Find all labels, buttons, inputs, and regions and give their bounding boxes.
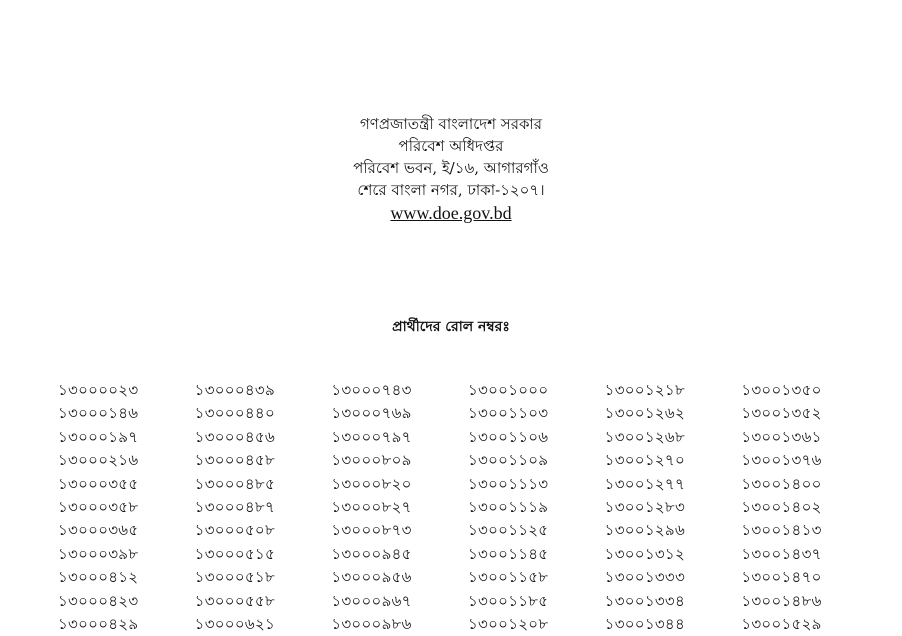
roll-number: ১৩০০০৯৬৭ bbox=[331, 591, 412, 610]
address-line-2: শেরে বাংলা নগর, ঢাকা-১২০৭। bbox=[357, 181, 545, 199]
roll-column-6 bbox=[741, 379, 878, 636]
roll-number: ১৩০০০১৯৭ bbox=[58, 427, 139, 446]
roll-number: ১৩০০১০০০ bbox=[468, 381, 549, 399]
roll-column-5 bbox=[605, 379, 742, 636]
roll-number: ১৩০০০২১৬ bbox=[58, 451, 139, 470]
roll-number: ১৩০০০৪৩৯ bbox=[194, 381, 276, 399]
department-name: পরিবেশ অধিদপ্তর bbox=[398, 137, 504, 155]
website-link[interactable]: www.doe.gov.bd bbox=[390, 203, 512, 223]
roll-number: ১৩০০১৪৩৭ bbox=[741, 544, 822, 563]
roll-number: ১৩০০০৩৫৫ bbox=[58, 474, 139, 493]
roll-column-4 bbox=[468, 379, 605, 636]
address-line-1: পরিবেশ ভবন, ই/১৬, আগারগাঁও bbox=[353, 159, 549, 177]
roll-number: ১৩০০০১৪৬ bbox=[58, 404, 139, 423]
roll-number: ১৩০০১২৭৭ bbox=[604, 474, 686, 493]
roll-number: ১৩০০০৩৬৫ bbox=[58, 521, 139, 540]
roll-number: ১৩০০১২৭০ bbox=[604, 451, 686, 470]
roll-number: ১৩০০১১৮৫ bbox=[468, 591, 549, 610]
roll-number: ১৩০০০০২৩ bbox=[58, 381, 139, 399]
government-name: গণপ্রজাতন্ত্রী বাংলাদেশ সরকার bbox=[359, 115, 543, 133]
roll-number: ১৩০০১৩৬১ bbox=[741, 427, 822, 446]
roll-number: ১৩০০০৫১৫ bbox=[194, 544, 276, 563]
roll-number: ১৩০০১১০৬ bbox=[468, 427, 549, 446]
roll-number: ১৩০০১৪০০ bbox=[741, 474, 822, 493]
roll-number: ১৩০০০৩৯৮ bbox=[58, 544, 139, 563]
roll-number: ১৩০০১৩১২ bbox=[604, 544, 686, 563]
roll-column-3 bbox=[331, 379, 468, 636]
roll-number: ১৩০০১১১৯ bbox=[468, 497, 549, 516]
roll-list-title: প্রার্থীদের রোল নম্বরঃ bbox=[392, 319, 510, 335]
roll-number: ১৩০০০৯৪৫ bbox=[331, 544, 412, 563]
roll-number: ১৩০০০৩৫৮ bbox=[58, 497, 139, 516]
document-header bbox=[0, 113, 902, 225]
roll-number: ১৩০০০৬২১ bbox=[194, 614, 276, 633]
roll-number: ১৩০০১৩৫০ bbox=[741, 381, 822, 399]
roll-number: ১৩০০০৮২০ bbox=[331, 474, 412, 493]
roll-column-2 bbox=[195, 379, 332, 636]
roll-number: ১৩০০০৫০৮ bbox=[194, 521, 276, 540]
roll-number: ১৩০০০৯৮৬ bbox=[331, 614, 412, 633]
roll-number: ১৩০০০৮৭৩ bbox=[331, 521, 412, 540]
roll-number: ১৩০০১৩৩৪ bbox=[604, 591, 686, 610]
roll-number: ১৩০০১২৬২ bbox=[604, 404, 686, 423]
roll-number: ১৩০০১১০৩ bbox=[468, 404, 549, 423]
roll-number: ১৩০০০৪৪০ bbox=[194, 404, 276, 423]
roll-number: ১৩০০১৫২৯ bbox=[741, 614, 822, 633]
roll-number: ১৩০০১২০৮ bbox=[468, 614, 549, 633]
roll-number: ১৩০০১২৬৮ bbox=[604, 427, 686, 446]
roll-number: ১৩০০০৮০৯ bbox=[331, 451, 412, 470]
roll-number: ১৩০০০৪৫৬ bbox=[194, 427, 276, 446]
roll-number: ১৩০০১২৮৩ bbox=[604, 497, 686, 516]
roll-number: ১৩০০০৪২৩ bbox=[58, 591, 139, 610]
roll-number: ১৩০০০৪২৯ bbox=[58, 614, 139, 633]
roll-number: ১৩০০০৭৪৩ bbox=[331, 381, 412, 399]
roll-number: ১৩০০০৮২৭ bbox=[331, 497, 412, 516]
roll-number-grid bbox=[58, 379, 878, 636]
roll-number: ১৩০০০৪৫৮ bbox=[194, 451, 276, 470]
roll-number: ১৩০০১১১৩ bbox=[468, 474, 549, 493]
roll-number: ১৩০০১২৯৬ bbox=[604, 521, 686, 540]
roll-column-1 bbox=[58, 379, 195, 636]
roll-number: ১৩০০১৪৭০ bbox=[741, 568, 822, 587]
roll-number: ১৩০০১৪০২ bbox=[741, 497, 822, 516]
roll-number: ১৩০০০৭৬৯ bbox=[331, 404, 412, 423]
roll-number: ১৩০০১৩৩৩ bbox=[604, 568, 686, 587]
roll-number: ১৩০০১৩৭৬ bbox=[741, 451, 822, 470]
roll-number: ১৩০০১৩৪৪ bbox=[604, 614, 686, 633]
roll-number: ১৩০০০৪১২ bbox=[58, 568, 139, 587]
roll-number: ১৩০০১৪১৩ bbox=[741, 521, 822, 540]
roll-number: ১৩০০১১৫৮ bbox=[468, 568, 549, 587]
roll-number: ১৩০০০৪৮৫ bbox=[194, 474, 276, 493]
roll-number: ১৩০০১২১৮ bbox=[604, 381, 686, 399]
roll-number: ১৩০০০৫১৮ bbox=[194, 568, 276, 587]
roll-number: ১৩০০০৭৯৭ bbox=[331, 427, 412, 446]
roll-number: ১৩০০০৪৮৭ bbox=[194, 497, 276, 516]
roll-number: ১৩০০১১২৫ bbox=[468, 521, 549, 540]
roll-number: ১৩০০১৩৫২ bbox=[741, 404, 822, 423]
roll-number: ১৩০০১৪৮৬ bbox=[741, 591, 822, 610]
roll-number: ১৩০০১১০৯ bbox=[468, 451, 549, 470]
roll-number: ১৩০০০৫৫৮ bbox=[194, 591, 276, 610]
roll-number: ১৩০০০৯৫৬ bbox=[331, 568, 412, 587]
roll-number: ১৩০০১১৪৫ bbox=[468, 544, 549, 563]
